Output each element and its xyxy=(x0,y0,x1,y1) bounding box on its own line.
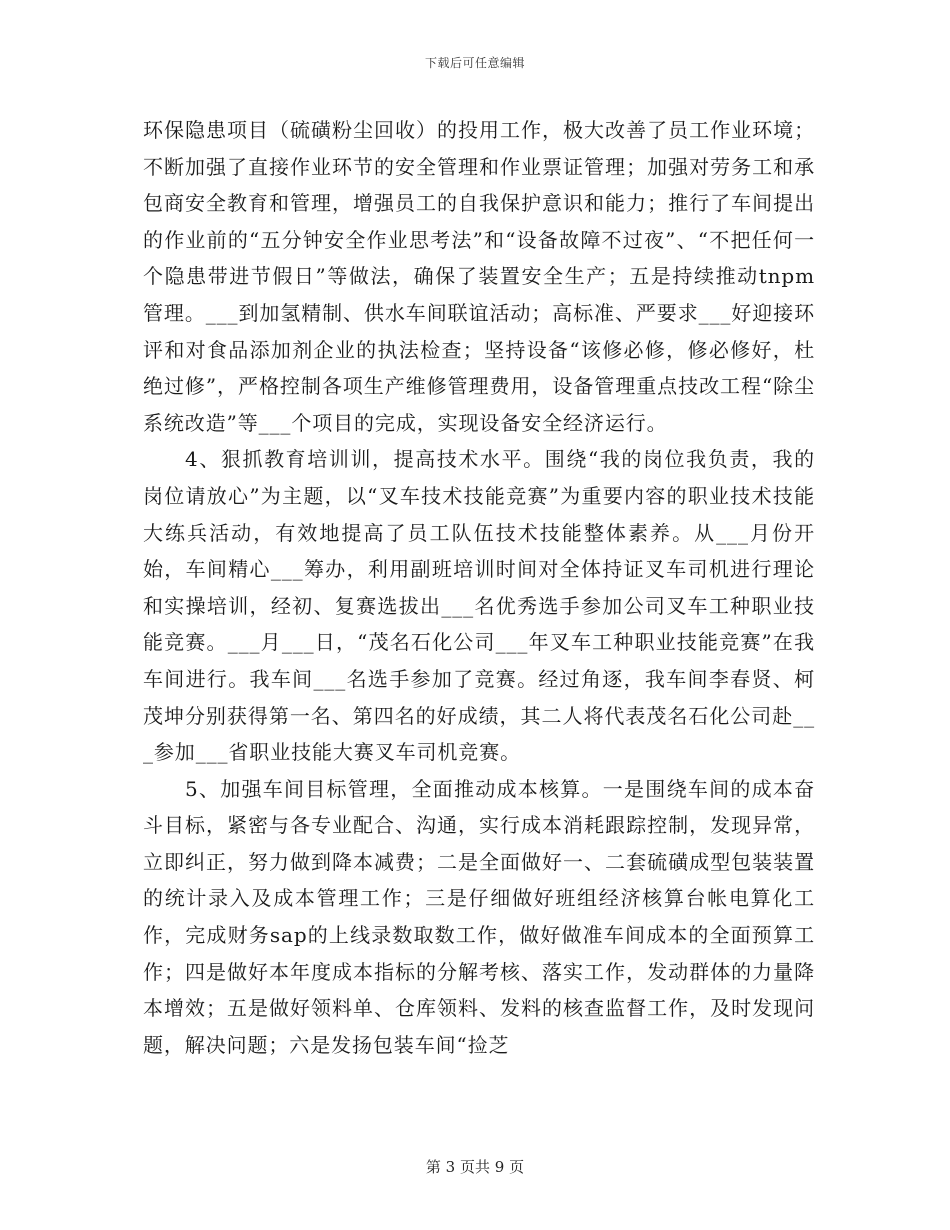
document-body xyxy=(143,112,815,1063)
paragraph-training: 4、狠抓教育培训训，提高技术水平。围绕“我的岗位我负责，我的岗位请放心”为主题，以“叉车技术技能竞赛”为重要内容的职业技术技能大练兵活动，有效地提高了员工队伍技术技能整体素养。从___月份开始，车间精心___筹办，利用副班培训时间对全体持证叉车司机进行理论和实操培训，经初、复赛选拔出___名优秀选手参加公司叉车工种职业技能竞赛。___月___日，“茂名石化公司___年叉车工种职业技能竞赛”在我车间进行。我车间___名选手参加了竞赛。经过角逐，我车间李春贤、柯茂坤分别获得第一名、第四名的好成绩，其二人将代表茂名石化公司赴___参加___省职业技能大赛叉车司机竞赛。 xyxy=(143,447,815,765)
page-footer: 第 3 页共 9 页 xyxy=(425,1158,525,1176)
paragraph-cost-accounting: 5、加强车间目标管理，全面推动成本核算。一是围绕车间的成本奋斗目标，紧密与各专业配合、沟通，实行成本消耗跟踪控制，发现异常，立即纠正，努力做到降本减费；二是全面做好一、二套硫磺成型包装装置的统计录入及成本管理工作；三是仔细做好班组经济核算台帐电算化工作，完成财务sap的上线录数取数工作，做好做准车间成本的全面预算工作；四是做好本年度成本指标的分解考核、落实工作，发动群体的力量降本增效；五是做好领料单、仓库领料、发料的核查监督工作，及时发现问题，解决问题；六是发扬包装车间“捡芝 xyxy=(143,776,815,1057)
page-header: 下载后可任意编辑 xyxy=(424,56,525,70)
paragraph-safety-management: 环保隐患项目（硫磺粉尘回收）的投用工作，极大改善了员工作业环境；不断加强了直接作业环节的安全管理和作业票证管理；加强对劳务工和承包商安全教育和管理，增强员工的自我保护意识和能力；推行了车间提出的作业前的“五分钟安全作业思考法”和“设备故障不过夜”、“不把任何一个隐患带进节假日”等做法，确保了装置安全生产；五是持续推动tnpm管理。___到加氢精制、供水车间联谊活动；高标准、严要求___好迎接环评和对食品添加剂企业的执法检查；坚持设备“该修必修，修必修好，杜绝过修”，严格控制各项生产维修管理费用，设备管理重点技改工程“除尘系统改造”等___个项目的完成，实现设备安全经济运行。 xyxy=(143,118,815,435)
